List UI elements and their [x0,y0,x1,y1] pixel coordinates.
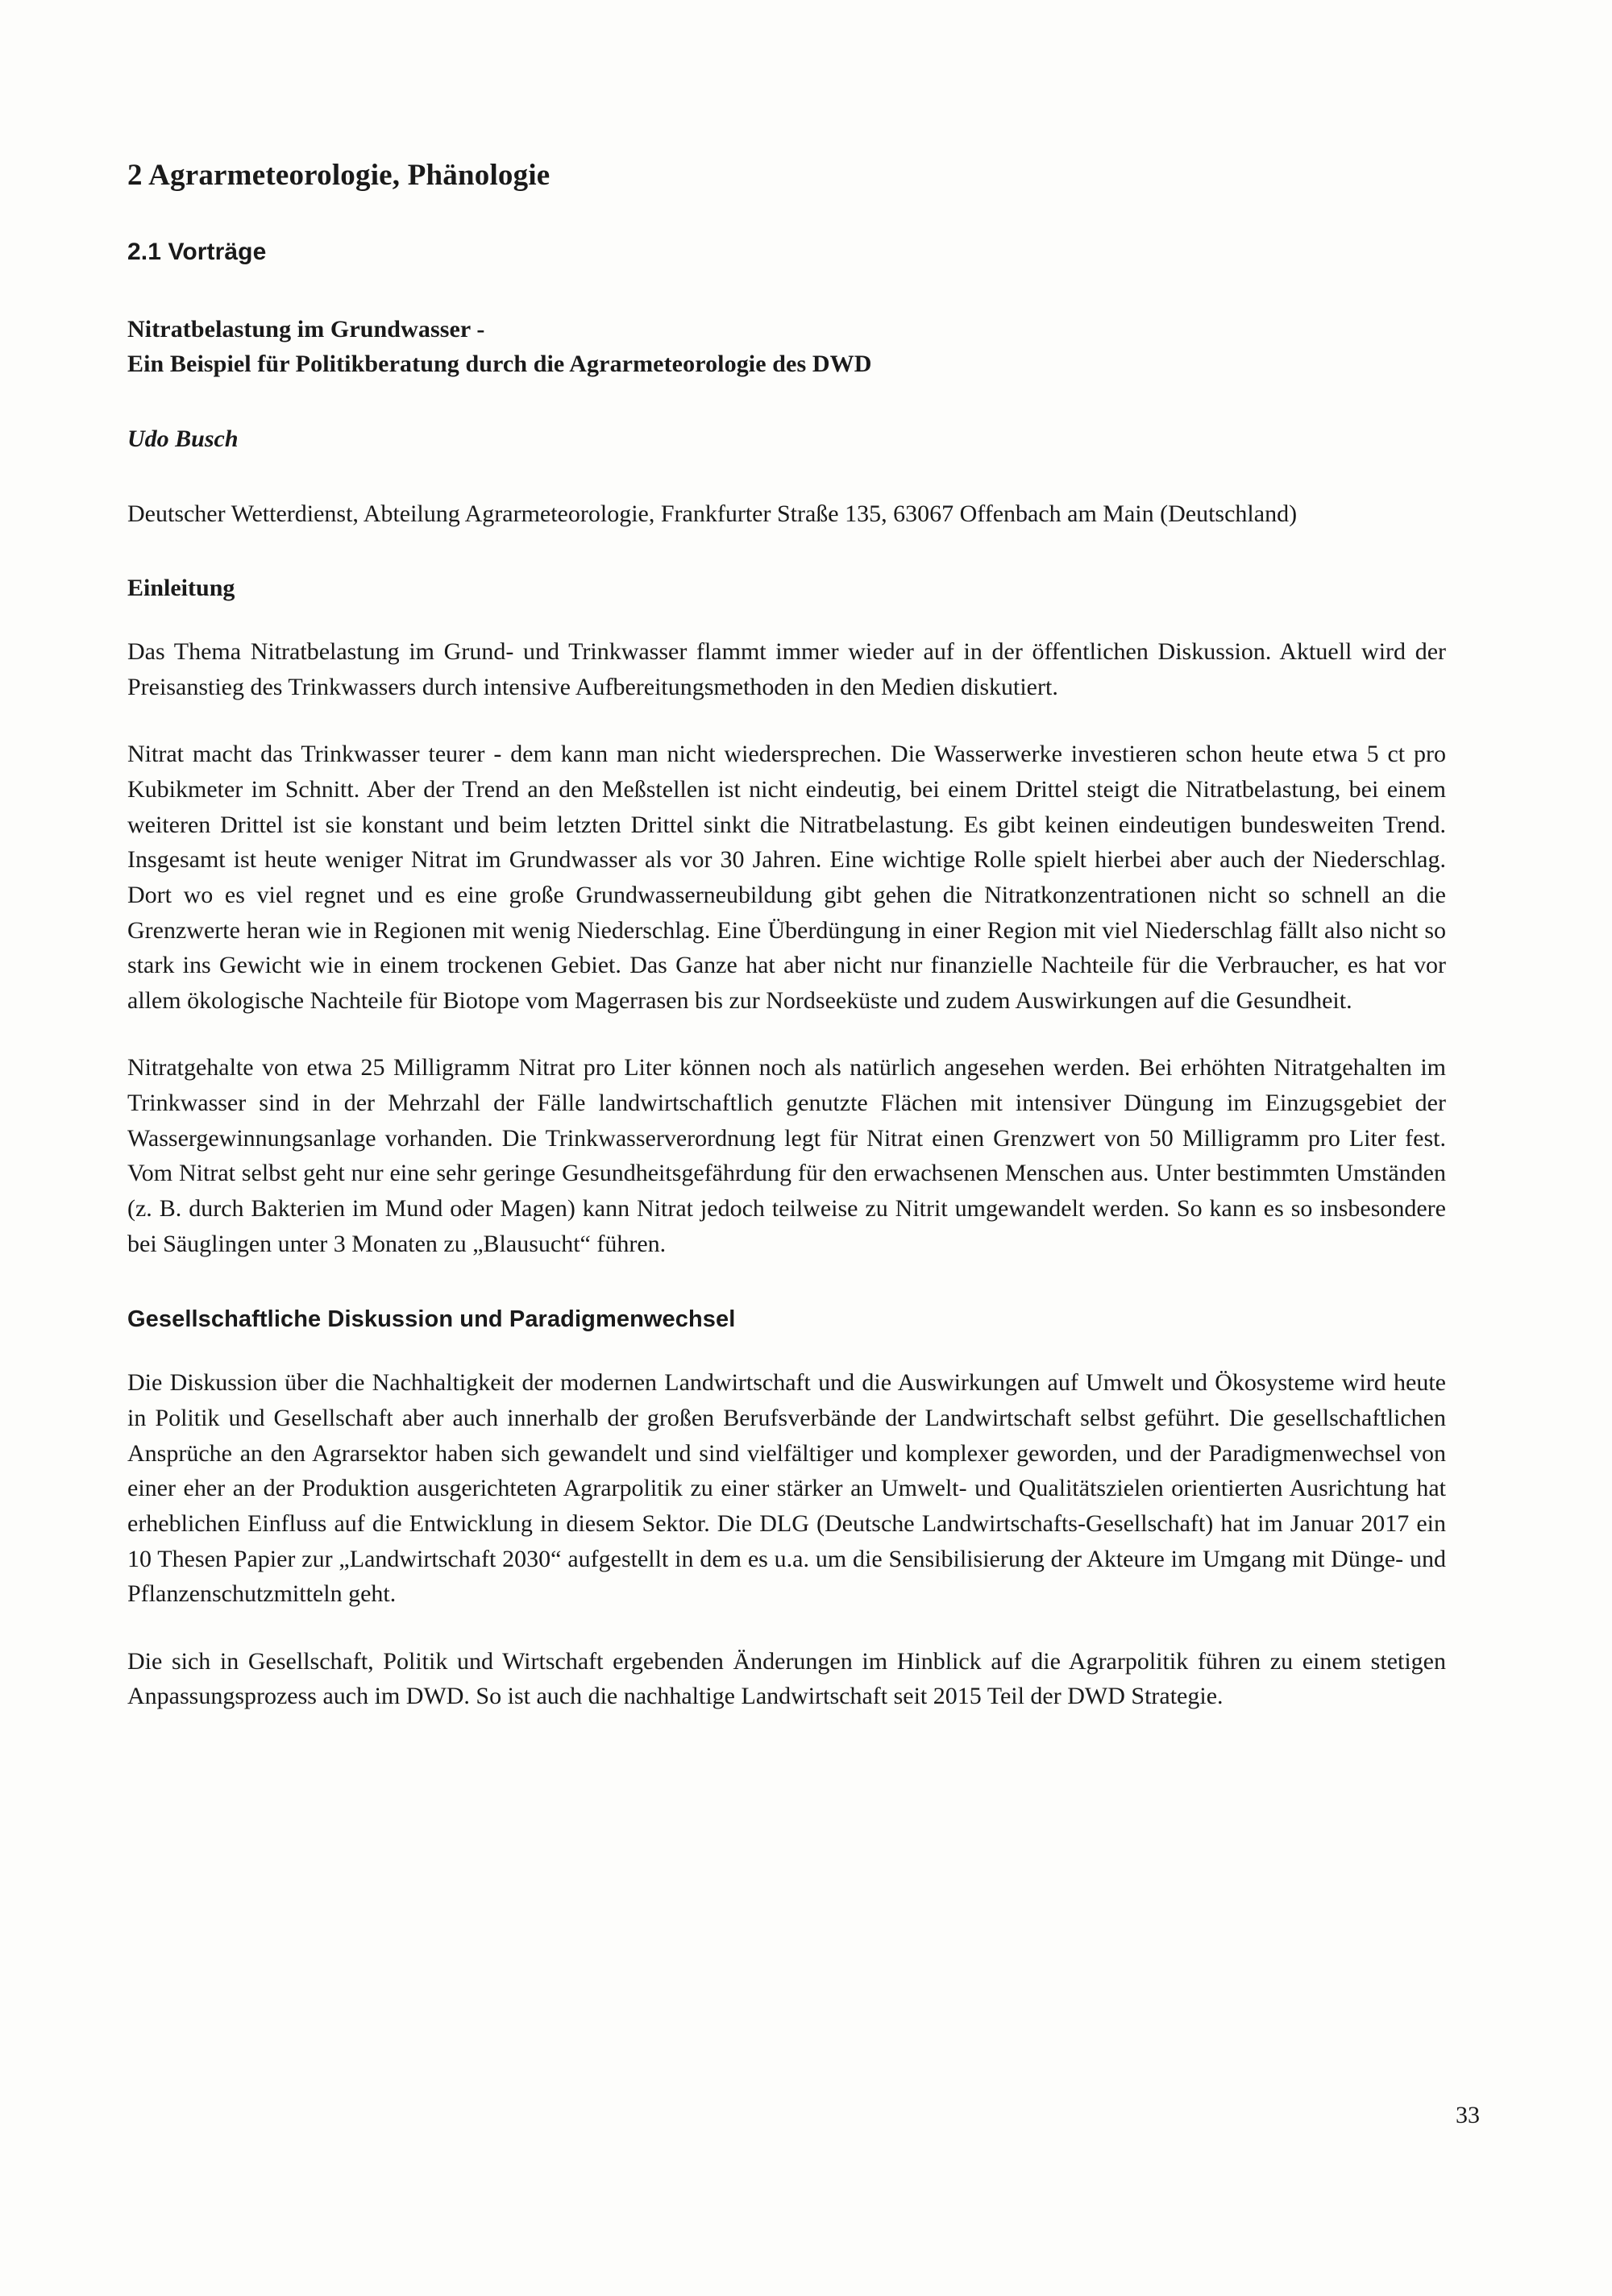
paper-title [127,313,1446,381]
paragraph-3: Nitratgehalte von etwa 25 Milligramm Nitrat pro Liter können noch als natürlich angesehen werden. Bei erhöhten Nitratgehalten im Trinkwasser sind in der Mehrzahl der Fälle landwirtschaftlich genutzte Flächen mit intensiver Düngung im Einzugsgebiet der Wassergewinnungsanlage vorhanden. Die Trinkwasserverordnung legt für Nitrat einen Grenzwert von 50 Milligramm pro Liter fest. Vom Nitrat selbst geht nur eine sehr geringe Gesundheitsgefährdung für den erwachsenen Menschen aus. Unter bestimmten Umständen (z. B. durch Bakterien im Mund oder Magen) kann Nitrat jedoch teilweise zu Nitrit umgewandelt werden. So kann es so insbesondere bei Säuglingen unter 3 Monaten zu „Blausucht“ führen. [127,1054,1446,1257]
author-affiliation: Deutscher Wetterdienst, Abteilung Agrarmeteorologie, Frankfurter Straße 135, 63067 Offenbach am Main (Deutschland) [127,500,1298,527]
page-content [127,158,1446,1714]
paragraph-4: Die Diskussion über die Nachhaltigkeit der modernen Landwirtschaft und die Auswirkungen auf Umwelt und Ökosysteme wird heute in Politik und Gesellschaft aber auch innerhalb der großen Berufsverbände der Landwirtschaft selbst geführt. Die gesellschaftlichen Ansprüche an den Agrarsektor haben sich gewandelt und sind vielfältiger und komplexer geworden, und der Paradigmenwechsel von einer eher an der Produktion ausgerichteten Agrarpolitik zu einer stärker an Umwelt- und Qualitätszielen orientierten Ausrichtung hat erheblichen Einfluss auf die Entwicklung in diesem Sektor. Die DLG (Deutsche Landwirtschafts-Gesellschaft) hat im Januar 2017 ein 10 Thesen Papier zur „Landwirtschaft 2030“ aufgestellt in dem es u.a. um die Sensibilisierung der Akteure im Umgang mit Dünge- und Pflanzenschutzmitteln geht. [127,1369,1446,1608]
heading-gesellschaftliche-diskussion: Gesellschaftliche Diskussion und Paradigmenwechsel [127,1306,736,1333]
heading-einleitung: Einleitung [127,575,235,602]
section-title: 2.1 Vorträge [127,239,267,266]
paragraph-5: Die sich in Gesellschaft, Politik und Wirtschaft ergebenden Änderungen im Hinblick auf die Agrarpolitik führen zu einem stetigen Anpassungsprozess auch im DWD. So ist auch die nachhaltige Landwirtschaft seit 2015 Teil der DWD Strategie. [127,1647,1446,1710]
author-name: Udo Busch [127,425,239,452]
chapter-title: 2 Agrarmeteorologie, Phänologie [127,159,550,192]
paper-title-line-2: Ein Beispiel für Politikberatung durch die Agrarmeteorologie des DWD [127,350,872,377]
paragraph-2: Nitrat macht das Trinkwasser teurer - dem kann man nicht wiedersprechen. Die Wasserwerke investieren schon heute etwa 5 ct pro Kubikmeter im Schnitt. Aber der Trend an den Meßstellen ist nicht eindeutig, bei einem Drittel steigt die Nitratbelastung, bei einem weiteren Drittel ist sie konstant und beim letzten Drittel sinkt die Nitratbelastung. Es gibt keinen eindeutigen bundesweiten Trend. Insgesamt ist heute weniger Nitrat im Grundwasser als vor 30 Jahren. Eine wichtige Rolle spielt hierbei aber auch der Niederschlag. Dort wo es viel regnet und es eine große Grundwasserneubildung gibt gehen die Nitratkonzentrationen nicht so schnell an die Grenzwerte heran wie in Regionen mit wenig Niederschlag. Eine Überdüngung in einer Region mit viel Niederschlag fällt also nicht so stark ins Gewicht wie in einem trockenen Gebiet. Das Ganze hat aber nicht nur finanzielle Nachteile für die Verbraucher, es hat vor allem ökologische Nachteile für Biotope vom Magerrasen bis zur Nordseeküste und zudem Auswirkungen auf die Gesundheit. [127,741,1446,1014]
page-number: 33 [1456,2102,1480,2128]
paper-title-line-1: Nitratbelastung im Grundwasser - [127,316,485,343]
paragraph-1: Das Thema Nitratbelastung im Grund- und Trinkwasser flammt immer wieder auf in der öffentlichen Diskussion. Aktuell wird der Preisanstieg des Trinkwassers durch intensive Aufbereitungsmethoden in den Medien diskutiert. [127,638,1446,700]
